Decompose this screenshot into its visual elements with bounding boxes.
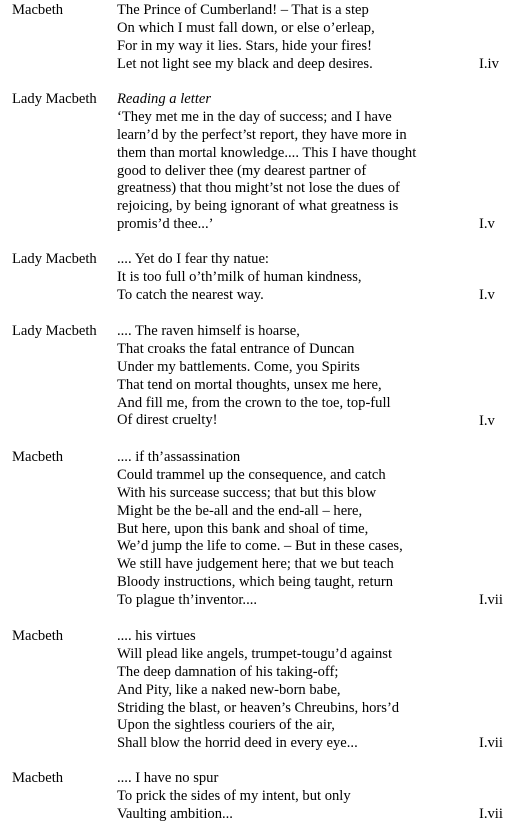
- quote-line: Might be the be-all and the end-all – here,: [117, 502, 363, 519]
- quote-line: To plague th’inventor....: [117, 592, 258, 609]
- quote-text: [117, 323, 477, 430]
- quote-text: [117, 449, 477, 610]
- quote-line: We still have judgement here; that we but teach: [117, 556, 394, 573]
- quote-line: good to deliver thee (my dearest partner of: [117, 162, 367, 179]
- quote-line: For in my way it lies. Stars, hide your fires!: [117, 37, 372, 54]
- quote-line: .... The raven himself is hoarse,: [117, 323, 300, 339]
- act-scene-reference: I.v: [479, 216, 495, 233]
- quote-line: rejoicing, by being ignorant of what greatness is: [117, 198, 399, 215]
- speaker-name: Macbeth: [12, 628, 64, 644]
- quote-line: .... Yet do I fear thy natue:: [117, 251, 269, 267]
- quote-line: To catch the nearest way.: [117, 286, 264, 303]
- quote-line: We’d jump the life to come. – But in these cases,: [117, 538, 403, 555]
- quote-line: greatness) that thou might’st not lose the dues of: [117, 180, 400, 197]
- quote-line: That croaks the fatal entrance of Duncan: [117, 340, 355, 357]
- quote-line: Could trammel up the consequence, and catch: [117, 466, 386, 483]
- quote-line: .... if th’assassination: [117, 449, 241, 465]
- quote-line: With his surcease success; that but this blow: [117, 484, 377, 501]
- quote-line: The deep damnation of his taking-off;: [117, 663, 339, 680]
- quote-line: Shall blow the horrid deed in every eye...: [117, 735, 358, 752]
- quote-line: The Prince of Cumberland! – That is a step: [117, 2, 369, 18]
- act-scene-reference: I.iv: [479, 55, 499, 72]
- quote-line: ‘They met me in the day of success; and I have: [117, 108, 392, 125]
- act-scene-reference: I.vii: [479, 805, 503, 822]
- act-scene-reference: I.vii: [479, 735, 503, 752]
- quote-text: [117, 770, 477, 824]
- quote-line: learn’d by the perfect’st report, they have more in: [117, 126, 407, 143]
- quote-line: Vaulting ambition...: [117, 805, 233, 822]
- quote-line: Will plead like angels, trumpet-tougu’d against: [117, 645, 393, 662]
- speaker-name: Lady Macbeth: [12, 251, 97, 267]
- act-scene-reference: I.v: [479, 412, 495, 429]
- quote-line: .... I have no spur: [117, 770, 219, 786]
- speaker-name: Lady Macbeth: [12, 323, 97, 339]
- quote-line: them than mortal knowledge.... This I have thought: [117, 144, 417, 161]
- quote-line: Upon the sightless couriers of the air,: [117, 717, 335, 734]
- quote-line: Under my battlements. Come, you Spirits: [117, 358, 360, 375]
- quote-line: To prick the sides of my intent, but only: [117, 787, 351, 804]
- quote-line: promis’d thee...’: [117, 216, 214, 233]
- quote-line: .... his virtues: [117, 628, 196, 644]
- speaker-name: Macbeth: [12, 770, 64, 786]
- quote-line: On which I must fall down, or else o’erleap,: [117, 19, 375, 36]
- quote-line: And fill me, from the crown to the toe, top-full: [117, 394, 391, 411]
- speaker-name: Macbeth: [12, 2, 64, 18]
- speaker-name: Macbeth: [12, 449, 64, 465]
- quote-line: Of direst cruelty!: [117, 412, 218, 429]
- quote-line: Bloody instructions, which being taught, return: [117, 574, 394, 591]
- stage-direction: Reading a letter: [117, 91, 212, 107]
- quote-text: [117, 91, 477, 234]
- quote-line: Let not light see my black and deep desires.: [117, 55, 373, 72]
- quote-line: It is too full o’th’milk of human kindness,: [117, 268, 362, 285]
- act-scene-reference: I.v: [479, 286, 495, 303]
- quote-line: But here, upon this bank and shoal of time,: [117, 520, 369, 537]
- act-scene-reference: I.vii: [479, 592, 503, 609]
- quote-text: [117, 2, 477, 74]
- speaker-name: Lady Macbeth: [12, 91, 97, 107]
- quote-line: That tend on mortal thoughts, unsex me here,: [117, 376, 382, 393]
- quote-text: [117, 628, 477, 753]
- quote-text: [117, 251, 477, 305]
- quote-line: And Pity, like a naked new-born babe,: [117, 681, 341, 698]
- quote-line: Striding the blast, or heaven’s Chreubins, hors’d: [117, 699, 400, 716]
